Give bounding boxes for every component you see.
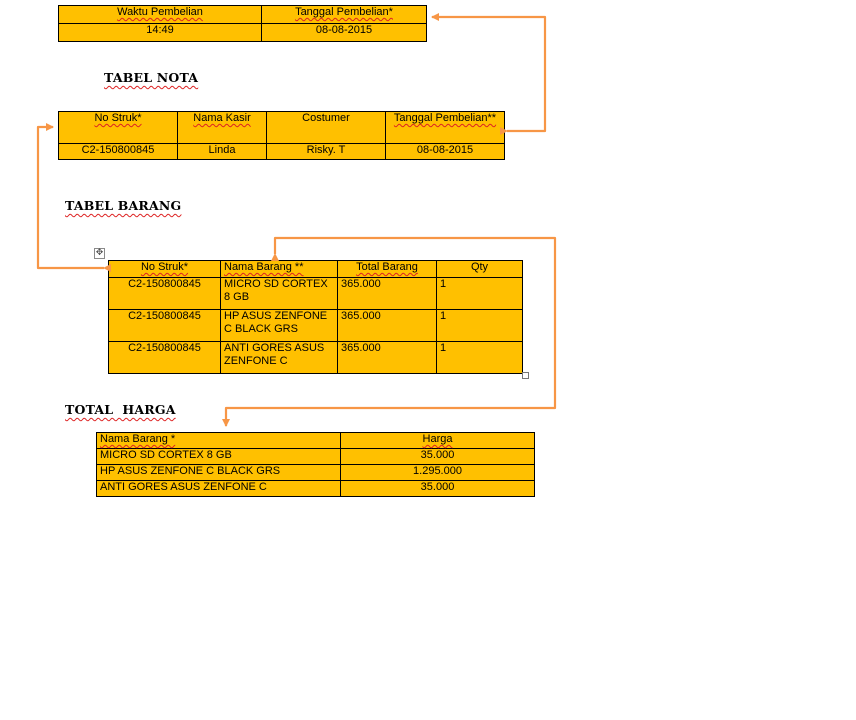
- table-cell: 1: [437, 278, 523, 310]
- table-cell: 08-08-2015: [386, 144, 505, 160]
- table-cell: 365.000: [338, 278, 437, 310]
- table-cell: 35.000: [341, 481, 535, 497]
- tabel-nota-heading: TABEL NOTA: [104, 70, 199, 85]
- table-cell: 35.000: [341, 449, 535, 465]
- table-cell: C2-150800845: [109, 278, 221, 310]
- table-cell: 365.000: [338, 342, 437, 374]
- table-cell: 1: [437, 310, 523, 342]
- table-header-cell: Total Barang: [338, 261, 437, 278]
- table-cell: Risky. T: [267, 144, 386, 160]
- table-header-cell: No Struk*: [109, 261, 221, 278]
- tabel-barang-heading: TABEL BARANG: [65, 198, 182, 213]
- table-cell: MICRO SD CORTEX 8 GB: [97, 449, 341, 465]
- table-cell: HP ASUS ZENFONE C BLACK GRS: [221, 310, 338, 342]
- table-cell: 365.000: [338, 310, 437, 342]
- no-struk-relation-arrow: [38, 127, 104, 268]
- table-cell: 14:49: [59, 24, 262, 42]
- table-cell: C2-150800845: [109, 310, 221, 342]
- nama-barang-relation-arrow: [226, 238, 555, 426]
- table-header-cell: Qty: [437, 261, 523, 278]
- table-header-cell: Costumer: [267, 112, 386, 144]
- table-cell: C2-150800845: [59, 144, 178, 160]
- total-harga-heading: TOTAL HARGA: [65, 402, 176, 417]
- tanggal-relation-arrow: [432, 17, 545, 131]
- table-header-cell: Tanggal Pembelian**: [386, 112, 505, 144]
- table-cell: ANTI GORES ASUS ZENFONE C: [221, 342, 338, 374]
- table-header-cell: Harga: [341, 433, 535, 449]
- table-cell: 1: [437, 342, 523, 374]
- table-header-cell: Tanggal Pembelian*: [262, 6, 427, 24]
- table-header-cell: No Struk*: [59, 112, 178, 144]
- table-header-cell: Nama Kasir: [178, 112, 267, 144]
- table-cell: MICRO SD CORTEX 8 GB: [221, 278, 338, 310]
- table-header-cell: Waktu Pembelian: [59, 6, 262, 24]
- table-cell: ANTI GORES ASUS ZENFONE C: [97, 481, 341, 497]
- table-header-cell: Nama Barang **: [221, 261, 338, 278]
- table-cell: HP ASUS ZENFONE C BLACK GRS: [97, 465, 341, 481]
- table-cell: 1.295.000: [341, 465, 535, 481]
- table-header-cell: Nama Barang *: [97, 433, 341, 449]
- table-cell: C2-150800845: [109, 342, 221, 374]
- table-cell: 08-08-2015: [262, 24, 427, 42]
- move-arrows-icon[interactable]: ✥: [95, 248, 104, 258]
- table-cell: Linda: [178, 144, 267, 160]
